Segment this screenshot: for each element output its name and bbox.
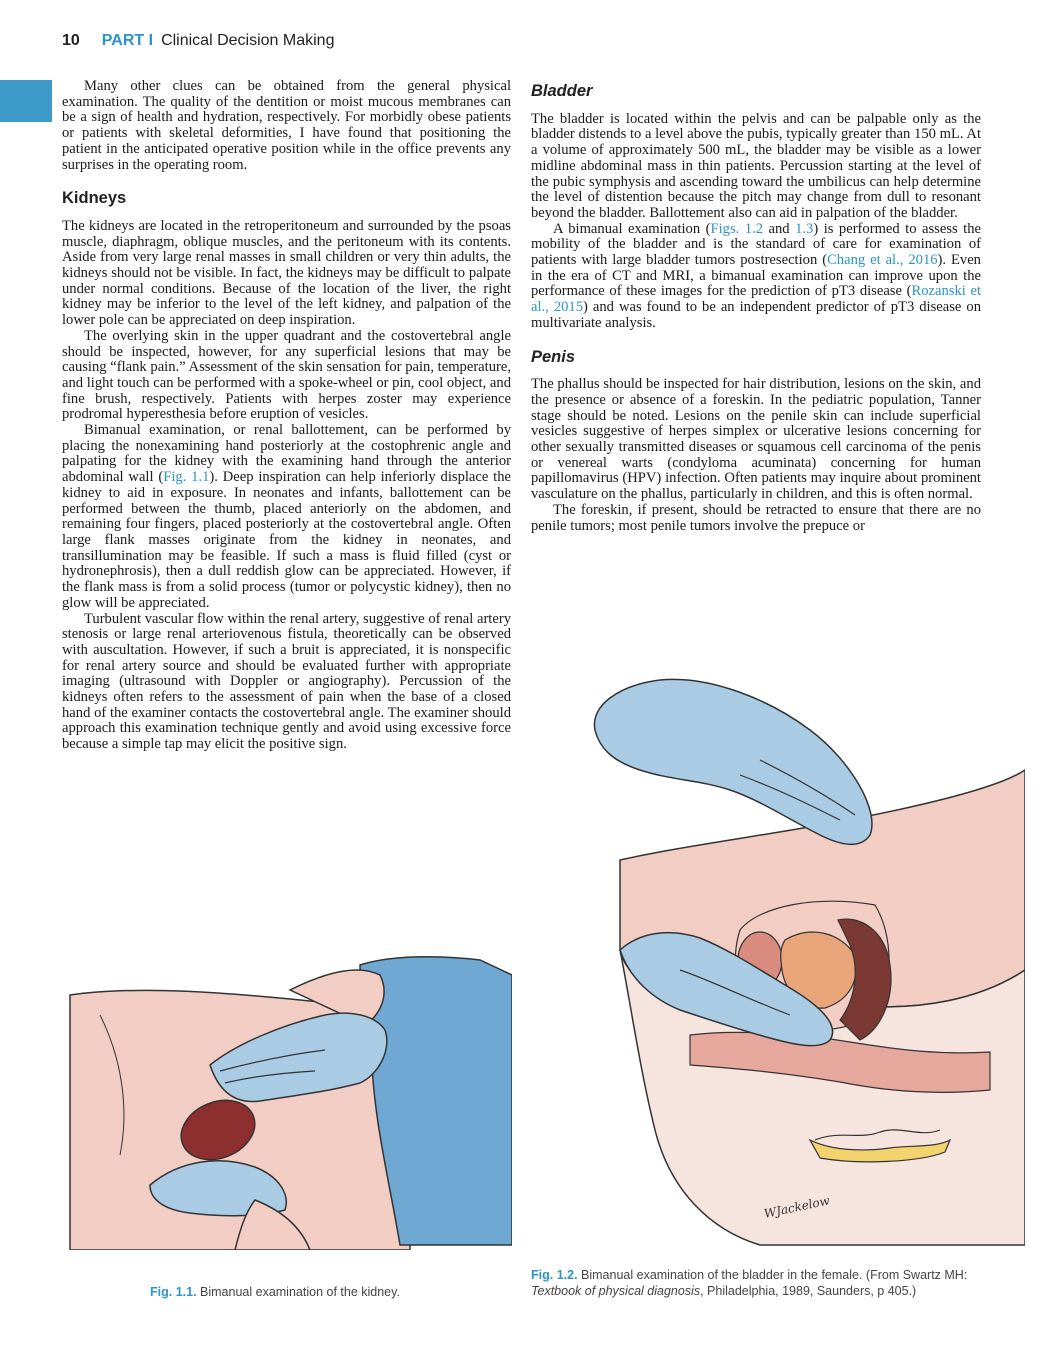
intro-paragraph: Many other clues can be obtained from the general physical examination. The quality of the dentition or moist mucous membranes can be a sign of health and hydration, respectively. For morbidly obese patients or patients with skeletal deformities, I have found that positioning the patient in the anticipated operative position while in the office prevents any surprises in the operating room. [62, 78, 511, 173]
kidneys-paragraph-1: The kidneys are located in the retroperitoneum and surrounded by the psoas muscle, diaphragm, oblique muscles, and the peritoneum with its contents. Aside from very large renal masses in small children or very thin adults, the kidneys should not be visible. In fact, the kidneys may be difficult to palpate under normal conditions. Because of the location of the liver, the right kidney may be inferior to the level of the left kidney, and palpation of the lower pole can be appreciated on deep inspiration. [62, 217, 511, 329]
kidneys-heading: Kidneys [62, 189, 127, 208]
text-run: ) and was found to be an independent predictor of pT3 disease on multivariate analysis. [531, 299, 981, 331]
left-column [62, 79, 511, 753]
page-number: 10 [62, 32, 80, 49]
right-column [531, 84, 981, 534]
bladder-heading: Bladder [531, 82, 593, 100]
kidneys-paragraph-2: The overlying skin in the upper quadrant and the costovertebral angle should be inspected, however, for any superficial lesions that may be causing “flank pain.” Assessment of the skin sensation for pain, temperature, and light touch can be performed with a spoke-wheel or pin, cool object, and fine brush, respectively. Patients with herpes zoster may experience prodromal hyperesthesia before eruption of vesicles. [62, 327, 511, 423]
fig-1-2-bladder-illustration [560, 670, 1025, 1250]
penis-paragraph-1: The phallus should be inspected for hair distribution, lesions on the skin, and the presence or absence of a foreskin. In the pediatric population, Tanner stage should be noted. Lesions on the penile skin can include superficial vesicles suggestive of herpes simplex or ulcerative lesions concerning for other sexually transmitted diseases or squamous cell carcinoma of the penis or venereal warts (condyloma acuminata) concerning for human papillomavirus (HPV) infection. Often patients may inquire about prominent vasculature on the phallus, particularly in children, and this is often normal. [531, 376, 981, 503]
fig-1-1-kidney-illustration [60, 955, 512, 1250]
fig-1-1-link[interactable]: Fig. 1.1 [163, 469, 210, 486]
fig-1-2-caption [531, 1267, 991, 1299]
running-header [62, 32, 334, 50]
text-run: ). Even in the era of CT and MRI, a bimanual examination can improve upon the performance of these images for the prediction of pT3 disease ( [531, 252, 981, 300]
text-run: ) is performed to assess the mobility of the bladder and is the standard of care for examination of patients with large bladder tumors postresection ( [531, 220, 982, 269]
fig-1-2-caption-text-b: , Philadelphia, 1989, Saunders, p 405.) [700, 1284, 917, 1298]
text-run: Bimanual examination, or renal ballottement, can be performed by placing the nonexamining hand posteriorly at the costophrenic angle and palpating for the kidney with the examining hand through the anterior abdominal wall ( [62, 422, 511, 486]
figs-1-2-link[interactable]: Figs. 1.2 [710, 220, 764, 237]
kidneys-paragraph-3 [62, 423, 511, 611]
chapter-tab-marker [0, 80, 52, 122]
text-run: ). Deep inspiration can help inferiorly displace the kidney to aid in exposure. In neonates and infants, ballottement can be performed between the thumb, placed anteriorly on the abdomen, and remaining four fingers, placed posteriorly at the costovertebral angle. Often large flank masses originate from the kidney in neonates, and transillumination may be feasible. If such a mass is fluid filled (cyst or hydronephrosis), then a dull reddish glow can be appreciated. However, if the flank mass is from a solid process (tumor or polycystic kidney), then no glow will be appreciated. [62, 469, 511, 611]
fig-1-2-caption-text-a: Bimanual examination of the bladder in the female. (From Swartz MH: [581, 1268, 968, 1282]
artist-signature: WJackelow [762, 1193, 831, 1221]
bladder-paragraph-1: The bladder is located within the pelvis and can be palpable only as the bladder distends to a level above the pubis, typically greater than 150 mL. At a volume of approximately 500 mL, the bladder may be visible as a lower midline abdominal mass in thin patients. Percussion starting at the level of the pubic symphysis and ascending toward the umbilicus can help determine the level of distention because the pitch may change from dull to resonant beyond the bladder. Ballottement also can aid in palpation of the bladder. [531, 110, 981, 221]
part-label: PART I [101, 32, 154, 49]
fig-1-1-caption-text: Bimanual examination of the kidney. [200, 1285, 400, 1299]
rozanski-2015-citation-link[interactable]: Rozanski et al., 2015 [531, 283, 982, 316]
fig-1-1-caption [150, 1284, 400, 1300]
text-run: and [763, 220, 796, 237]
penis-paragraph-2: The foreskin, if present, should be retracted to ensure that there are no penile tumors; most penile tumors involve the prepuce or [531, 501, 981, 534]
bladder-paragraph-2 [531, 222, 981, 332]
text-run: A bimanual examination ( [553, 220, 711, 237]
fig-1-3-link[interactable]: 1.3 [795, 220, 814, 237]
fig-1-1-label: Fig. 1.1. [150, 1285, 197, 1299]
fig-1-2-label: Fig. 1.2. [531, 1268, 578, 1282]
penis-heading: Penis [531, 347, 576, 366]
fig-1-2-caption-book-title: Textbook of physical diagnosis [531, 1284, 701, 1298]
chang-2016-citation-link[interactable]: Chang et al., 2016 [827, 252, 938, 269]
abdominal-gloved-hand [594, 679, 871, 844]
kidneys-paragraph-4: Turbulent vascular flow within the renal artery, suggestive of renal artery stenosis or large renal arteriovenous fistula, theoretically can be observed with auscultation. However, if such a bruit is appreciated, it is nonspecific for renal artery source and should be evaluated further with appropriate imaging (ultrasound with Doppler or angiography). Percussion of the kidneys often refers to the assessment of pain when the base of a closed hand of the examiner contacts the costovertebral angle. The examiner should approach this examination technique gently and avoid using excessive force because a simple tap may elicit the positive sign. [62, 610, 511, 753]
section-title: Clinical Decision Making [161, 32, 335, 49]
